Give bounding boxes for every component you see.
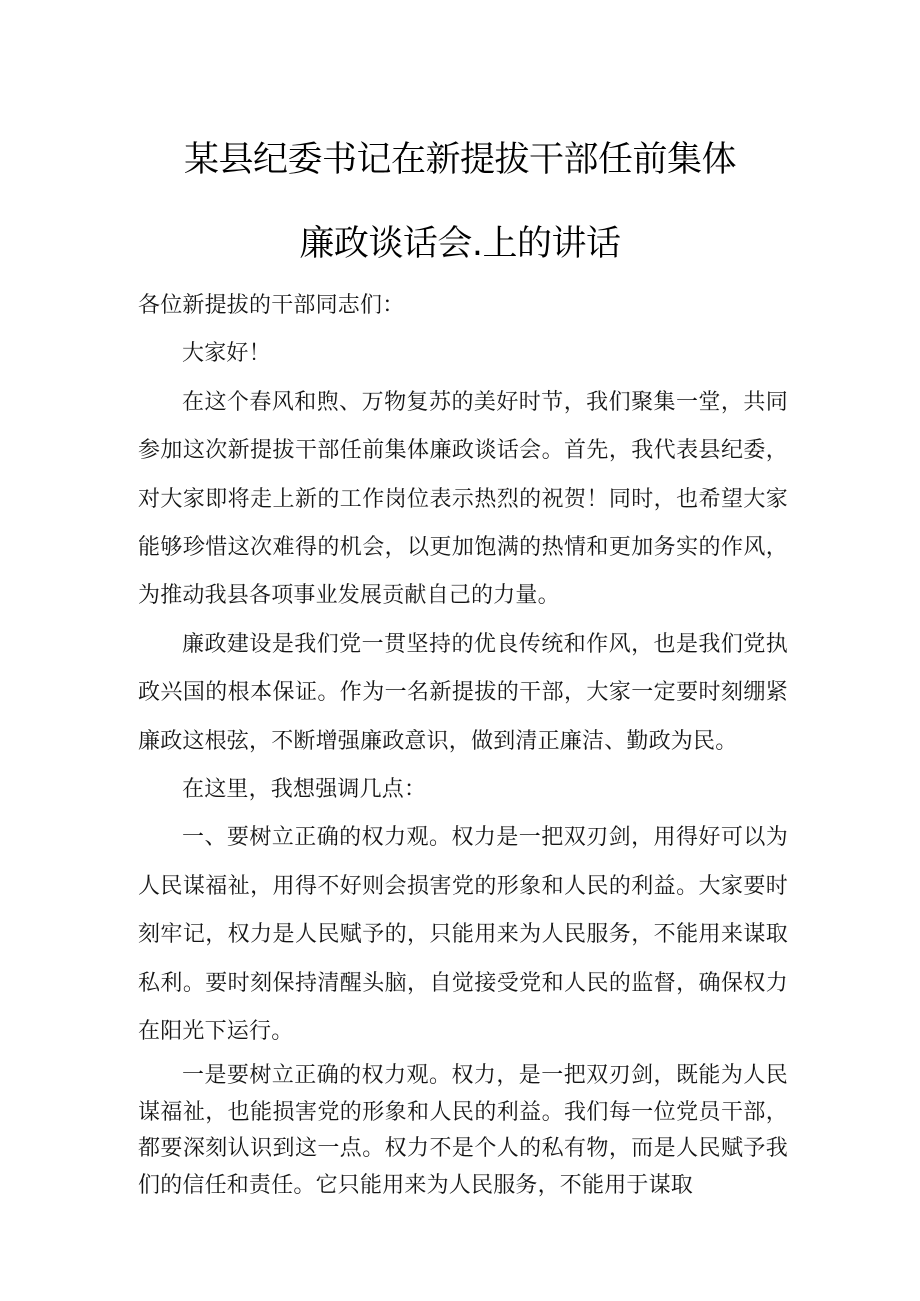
- document-title-line-1: 某县纪委书记在新提拔干部任前集体: [183, 140, 736, 180]
- document-body: [138, 282, 788, 1057]
- paragraph-point-one: 一、要树立正确的权力观。权力是一把双刃剑，用得好可以为人民谋福祉，用得不好则会损害党的形象和人民的利益。大家要时刻牢记，权力是人民赋予的，只能用来为人民服务，不能用来谋取私利。要时刻保持清醒头脑，自觉接受党和人民的监督，确保权力在阳光下运行。: [138, 825, 788, 1045]
- salutation: 各位新提拔的干部同志们：: [138, 293, 405, 318]
- greeting: 大家好！: [182, 341, 271, 367]
- paragraph-opening: 在这个春风和煦、万物复苏的美好时节，我们聚集一堂，共同参加这次新提拔干部任前集体廉政谈话会。首先，我代表县纪委，对大家即将走上新的工作岗位表示热烈的祝贺！同时，也希望大家能够珍惜这次难得的机会，以更加饱满的热情和更加务实的作风，为推动我县各项事业发展贡献自己的力量。: [138, 389, 788, 609]
- document-body-continued: [138, 1058, 788, 1204]
- paragraph-integrity: 廉政建设是我们党一贯坚持的优良传统和作风，也是我们党执政兴国的根本保证。作为一名新提拔的干部，大家一定要时刻绷紧廉政这根弦，不断增强廉政意识，做到清正廉洁、勤政为民。: [138, 631, 788, 754]
- paragraph-emphasis: 在这里，我想强调几点：: [182, 777, 427, 803]
- document-title-line-2: 廉政谈话会.上的讲话: [299, 224, 621, 264]
- paragraph-power-view: 一是要树立正确的权力观。权力，是一把双刃剑，既能为人民谋福祉，也能损害党的形象和人民的利益。我们每一位党员干部，都要深刻认识到这一点。权力不是个人的私有物，而是人民赋予我们的信任和责任。它只能用来为人民服务，不能用于谋取: [138, 1063, 788, 1198]
